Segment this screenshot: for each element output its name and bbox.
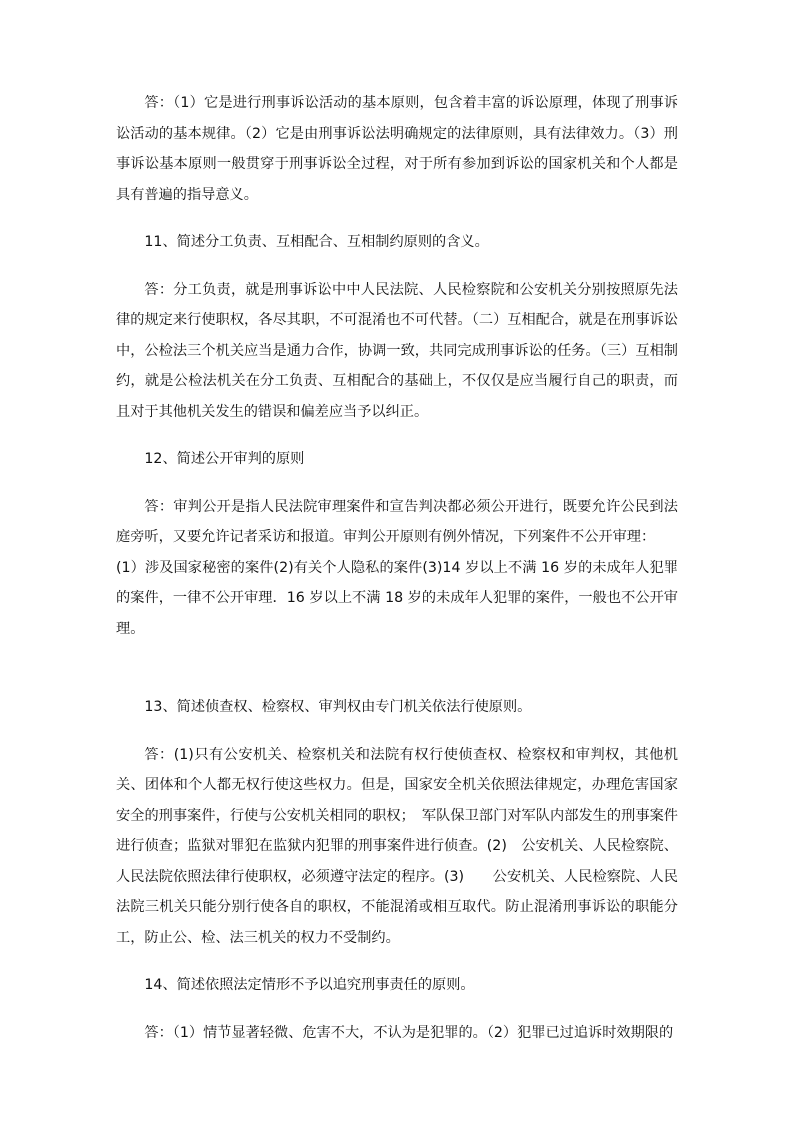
answer-paragraph: 答：(1)只有公安机关、检察机关和法院有权行使侦查权、检察权和审判权，其他机关、团体和个人都无权行使这些权力。但是，国家安全机关依照法律规定，办理危害国家安全的刑事案件，行使与公安机关相同的职权； 军队保卫部门对军队内部发生的刑事案件进行侦查；监狱对罪犯在监狱内犯罪的刑事案件进行侦查。(2) 公安机关、人民检察院、人民法院依照法律行使职权，必须遵守法定的程序。(3) 公安机关、人民检察院、人民法院三机关只能分别行使各自的职权，不能混淆或相互取代。防止混淆刑事诉讼的职能分工，防止公、检、法三机关的权力不受制约。 (116, 746, 678, 946)
question-heading: 12、简述公开审判的原则 (144, 451, 305, 467)
answer-paragraph: 答：（1）情节显著轻微、危害不大，不认为是犯罪的。（2）犯罪已过追诉时效期限的 (144, 1024, 674, 1041)
question-heading: 13、简述侦查权、检察权、审判权由专门机关依法行使原则。 (144, 699, 532, 715)
spacer (116, 644, 678, 692)
question-heading: 11、简述分工负责、互相配合、互相制约原则的含义。 (144, 234, 489, 250)
spacer (116, 1001, 678, 1018)
answer-paragraph-continued: (1）涉及国家秘密的案件(2)有关个人隐私的案件(3)14 岁以上不满 16 岁的未成年人犯罪的案件，一律不公开审理．16 岁以上不满 18 岁的未成年人犯罪的案件，一般也不公开审理。 (116, 559, 678, 637)
spacer (116, 210, 678, 227)
answer-paragraph: 答：审判公开是指人民法院审理案件和宣告判决都必须公开进行，既要允许公民到法庭旁听，又要允许记者采访和报道。审判公开原则有例外情况，下列案件不公开审理： (116, 498, 678, 545)
spacer (116, 953, 678, 970)
spacer (116, 475, 678, 492)
question-heading: 14、简述依照法定情形不予以追究刑事责任的原则。 (144, 977, 475, 993)
answer-paragraph: 答：分工负责，就是刑事诉讼中中人民法院、人民检察院和公安机关分别按照原先法律的规定来行使职权，各尽其职，不可混淆也不可代替。（二）互相配合，就是在刑事诉讼中，公检法三个机关应当是通力合作，协调一致，共同完成刑事诉讼的任务。（三）互相制约，就是公检法机关在分工负责、互相配合的基础上，不仅仅是应当履行自己的职责，而且对于其他机关发生的错误和偏差应当予以纠正。 (116, 281, 678, 420)
spacer (116, 258, 678, 275)
spacer (116, 723, 678, 740)
answer-paragraph: 答：（1）它是进行刑事诉讼活动的基本原则，包含着丰富的诉讼原理，体现了刑事诉讼活动的基本规律。（2）它是由刑事诉讼法明确规定的法律原则，具有法律效力。（3）刑事诉讼基本原则一般贯穿于刑事诉讼全过程，对于所有参加到诉讼的国家机关和个人都是具有普遍的指导意义。 (116, 95, 678, 203)
spacer (116, 427, 678, 444)
document-page (116, 88, 678, 1048)
